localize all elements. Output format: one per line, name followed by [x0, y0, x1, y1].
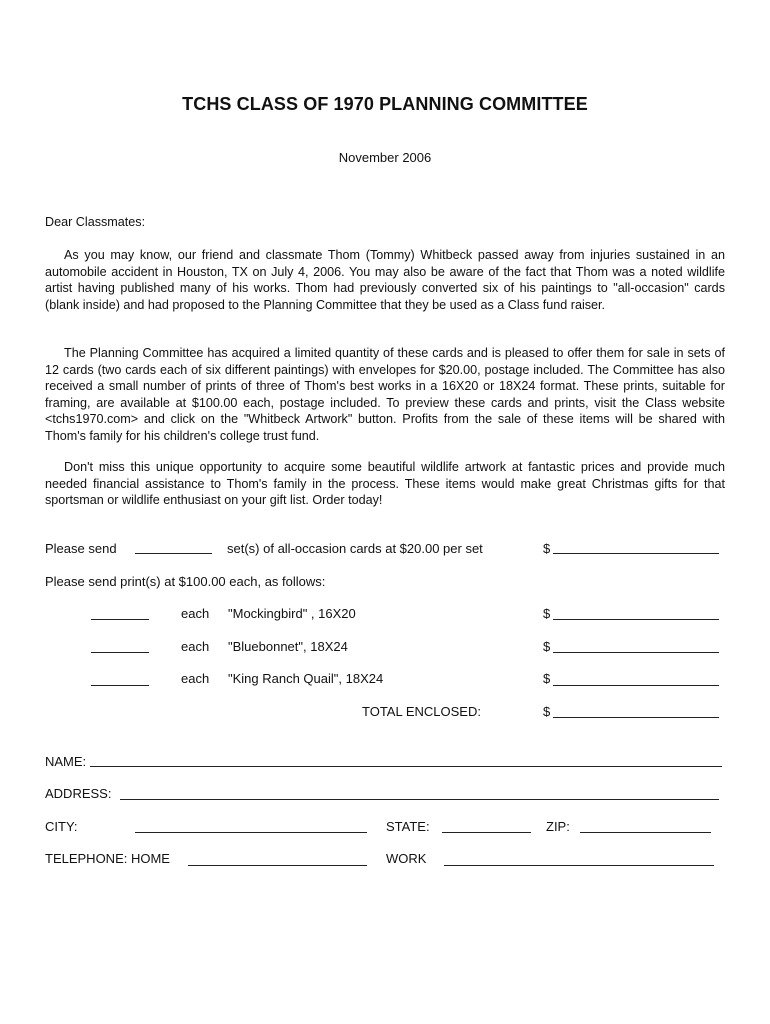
paragraph-2	[45, 345, 725, 444]
paragraph-1	[45, 247, 725, 313]
prints-intro: Please send print(s) at $100.00 each, as follows:	[45, 574, 326, 589]
telephone-work-field[interactable]	[444, 865, 714, 866]
address-label: ADDRESS:	[45, 786, 112, 801]
telephone-home-label: TELEPHONE: HOME	[45, 851, 170, 866]
cards-amount-field[interactable]	[553, 553, 719, 554]
telephone-work-label: WORK	[386, 851, 427, 866]
document-title: TCHS CLASS OF 1970 PLANNING COMMITTEE	[182, 94, 588, 114]
salutation: Dear Classmates:	[45, 215, 146, 229]
state-label: STATE:	[386, 819, 430, 834]
print-2-currency-symbol: $	[543, 639, 551, 654]
print-1-quantity-field[interactable]	[91, 619, 149, 620]
print-3-name: "King Ranch Quail", 18X24	[228, 671, 384, 686]
zip-field[interactable]	[580, 832, 711, 833]
state-field[interactable]	[442, 832, 531, 833]
city-field[interactable]	[135, 832, 367, 833]
print-2-each: each	[181, 639, 210, 654]
print-1-name: "Mockingbird" , 16X20	[228, 606, 356, 621]
city-label: CITY:	[45, 819, 78, 834]
print-1-currency-symbol: $	[543, 606, 551, 621]
print-3-each: each	[181, 671, 210, 686]
total-amount-field[interactable]	[553, 717, 719, 718]
telephone-home-field[interactable]	[188, 865, 367, 866]
total-currency-symbol: $	[543, 704, 551, 719]
print-2-name: "Bluebonnet", 18X24	[228, 639, 348, 654]
address-field[interactable]	[120, 799, 719, 800]
paragraph-2-text: The Planning Committee has acquired a limited quantity of these cards and is pleased to offer them for sale in sets of 12 cards (two cards each of six different paintings) with envelopes for $20.00, postage included. The Committee has also received a small number of prints of three of Thom's best works in a 16X20 or 18X24 format. These prints, suitable for framing, are available at $100.00 each, postage included. To preview these cards and prints, visit the Class website <tchs1970.com> and click on the "Whitbeck Artwork" button. Profits from the sale of these items will be shared with Thom's family for his children's college trust fund.	[45, 346, 725, 443]
cards-quantity-field[interactable]	[135, 553, 212, 554]
paragraph-3	[45, 459, 725, 509]
print-3-amount-field[interactable]	[553, 685, 719, 686]
cards-description: set(s) of all-occasion cards at $20.00 per set	[227, 541, 483, 556]
please-send-label: Please send	[45, 541, 117, 556]
cards-currency-symbol: $	[543, 541, 551, 556]
print-3-currency-symbol: $	[543, 671, 551, 686]
print-3-quantity-field[interactable]	[91, 685, 149, 686]
print-2-quantity-field[interactable]	[91, 652, 149, 653]
print-2-amount-field[interactable]	[553, 652, 719, 653]
name-field[interactable]	[90, 766, 722, 767]
zip-label: ZIP:	[546, 819, 570, 834]
paragraph-1-text: As you may know, our friend and classmate Thom (Tommy) Whitbeck passed away from injuries sustained in an automobile accident in Houston, TX on July 4, 2006. You may also be aware of the fact that Thom was a noted wildlife artist having published many of his works. Thom had previously converted six of his paintings to "all-occasion" cards (blank inside) and had proposed to the Planning Committee that they be used as a Class fund raiser.	[45, 248, 725, 312]
name-label: NAME:	[45, 754, 87, 769]
print-1-each: each	[181, 606, 210, 621]
total-enclosed-label: TOTAL ENCLOSED:	[362, 704, 481, 719]
print-1-amount-field[interactable]	[553, 619, 719, 620]
document-date: November 2006	[338, 150, 432, 165]
paragraph-3-text: Don't miss this unique opportunity to acquire some beautiful wildlife artwork at fantastic prices and provide much needed financial assistance to Thom's family in the process. These items would make great Christmas gifts for that sportsman or wildlife enthusiast on your gift list. Order today!	[45, 460, 725, 507]
